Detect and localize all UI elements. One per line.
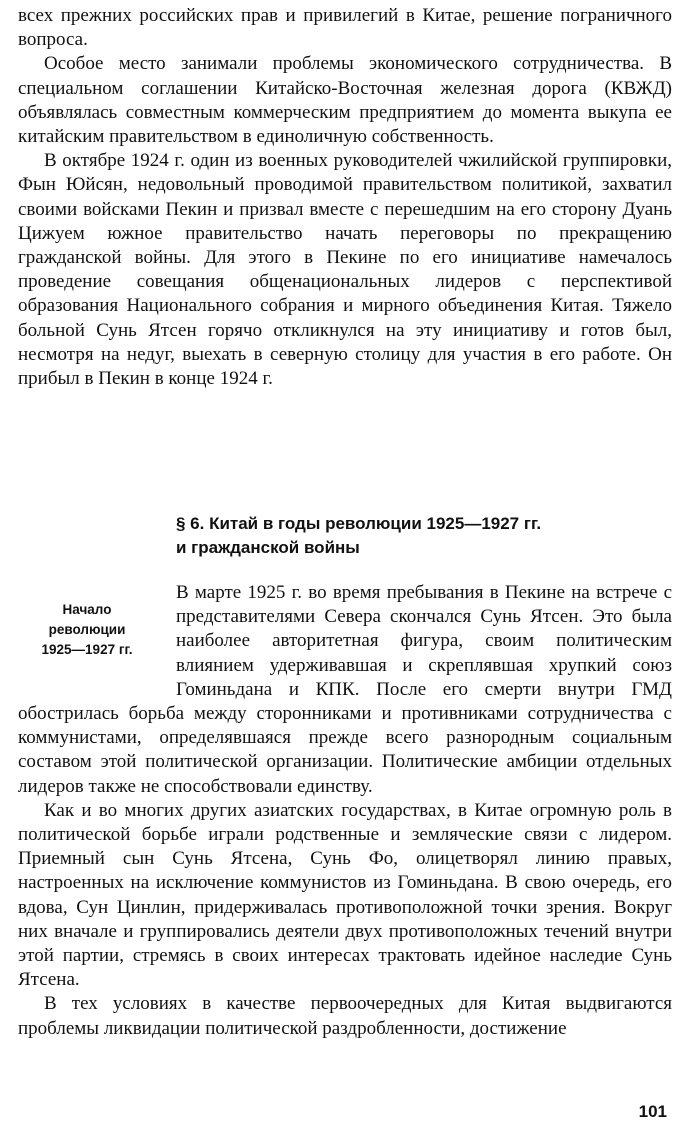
paragraph-priorities: В тех условиях в качестве первоочередных для Китая выдвигаются проблемы ликвидации политической раздробленности, достижение <box>18 993 672 1039</box>
top-text-block <box>18 4 672 391</box>
paragraph-march-1925-text: В марте 1925 г. во время пребывания в Пекине на встрече с представителями Севера скончался Сунь Ятсен. Это была наиболее авторитетная фигура, своим политическим влиянием удерживавшая и скреплявшая хрупкий союз Гоминьдана и КПК. После его смерти внутри ГМД обострилась борьба между сторонниками и противниками сотрудничества с коммунистами, определявшаяся прежде всего разнородным социальным составом этой политической организации. Политические амбиции отдельных лидеров также не способствовали единству. <box>18 582 672 797</box>
paragraph-continuation: всех прежних российских прав и привилегий в Китае, решение пограничного вопроса. <box>18 5 672 51</box>
page-number: 101 <box>638 1102 667 1121</box>
margin-note-line3: 1925—1927 гг. <box>41 642 133 657</box>
paragraph-october-1924: В октябре 1924 г. один из военных руководителей чжилийской группировки, Фын Юйсян, недовольный проводимой правительством политикой, захватил своими войсками Пекин и призвал вместе с перешедшим на его сторону Дуань Цижуем южное правительство начать переговоры по прекращению гражданской войны. Для этого в Пекине по его инициативе намечалось проведение совещания общенациональных лидеров с перспективой образования Национального собрания и мирного объединения Китая. Тяжело больной Сунь Ятсен горячо откликнулся на эту инициативу и готов был, несмотря на недуг, выехать в северную столицу для участия в его работе. Он прибыл в Пекин в конце 1924 г. <box>18 150 672 390</box>
margin-note-line2: революции <box>48 622 126 637</box>
paragraph-march-1925 <box>18 581 672 799</box>
section-heading-line2: и гражданской войны <box>176 538 360 557</box>
paragraph-asian-states: Как и во многих других азиатских государствах, в Китае огромную роль в политической борьбе играли родственные и земляческие связи с лидером. Приемный сын Сунь Ятсена, Сунь Фо, олицетворял линию правых, настроенных на исключение коммунистов из Гоминьдана. В свою очередь, его вдова, Сун Цинлин, придерживалась противоположной точки зрения. Вокруг них вначале и группировались деятели двух противоположных течений внутри этой партии, стремясь в своих интересах трактовать идейное наследие Сунь Ятсена. <box>18 799 672 991</box>
paragraph-economic-cooperation: Особое место занимали проблемы экономического сотрудничества. В специальном соглашении Китайско-Восточная железная дорога (КВЖД) объявлялась совместным коммерческим предприятием до момента выкупа ее китайским правительством в единоличную собственность. <box>18 53 672 148</box>
section-text-block <box>18 581 672 1041</box>
section-heading-line1: § 6. Китай в годы революции 1925—1927 гг. <box>176 514 542 533</box>
section-heading <box>176 512 656 560</box>
margin-note-line1: Начало <box>62 602 112 617</box>
